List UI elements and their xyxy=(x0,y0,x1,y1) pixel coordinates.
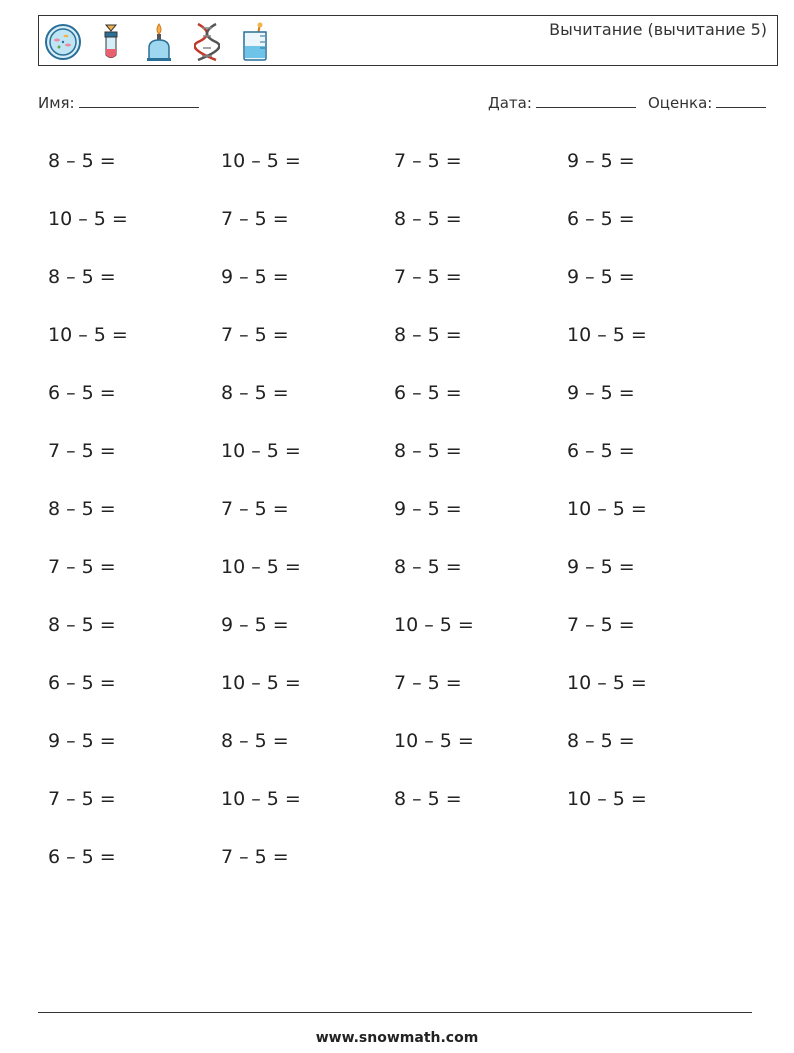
name-label: Имя: xyxy=(38,94,75,112)
problem-item: 8 – 5 = xyxy=(48,150,116,172)
bunsen-burner-icon xyxy=(139,21,179,63)
test-tube-icon xyxy=(91,21,131,63)
problem-item: 9 – 5 = xyxy=(567,556,635,578)
grade-line[interactable] xyxy=(716,94,766,108)
petri-dish-icon xyxy=(43,21,83,63)
problem-item: 9 – 5 = xyxy=(567,382,635,404)
problem-item: 6 – 5 = xyxy=(567,440,635,462)
problem-item: 6 – 5 = xyxy=(567,208,635,230)
problem-item: 10 – 5 = xyxy=(48,324,128,346)
grade-field xyxy=(648,94,766,112)
header-box xyxy=(38,15,778,66)
problem-item: 6 – 5 = xyxy=(48,846,116,868)
problem-item: 8 – 5 = xyxy=(48,266,116,288)
problem-item: 9 – 5 = xyxy=(567,266,635,288)
problem-item: 7 – 5 = xyxy=(48,440,116,462)
date-line[interactable] xyxy=(536,94,636,108)
problem-item: 10 – 5 = xyxy=(221,788,301,810)
problem-item: 9 – 5 = xyxy=(567,150,635,172)
date-label: Дата: xyxy=(488,94,532,112)
problem-item: 7 – 5 = xyxy=(221,846,289,868)
problem-item: 8 – 5 = xyxy=(394,440,462,462)
problem-item: 6 – 5 = xyxy=(48,382,116,404)
problem-item: 8 – 5 = xyxy=(394,556,462,578)
problem-item: 9 – 5 = xyxy=(48,730,116,752)
footer-divider xyxy=(38,1012,752,1013)
problem-item: 7 – 5 = xyxy=(394,150,462,172)
problem-item: 10 – 5 = xyxy=(221,150,301,172)
beaker-icon xyxy=(235,21,275,63)
problem-item: 7 – 5 = xyxy=(221,324,289,346)
problem-item: 10 – 5 = xyxy=(567,672,647,694)
problem-item: 6 – 5 = xyxy=(48,672,116,694)
problem-item: 8 – 5 = xyxy=(394,208,462,230)
date-field xyxy=(488,94,636,112)
problem-item: 9 – 5 = xyxy=(221,614,289,636)
problem-item: 8 – 5 = xyxy=(567,730,635,752)
problem-grid xyxy=(48,147,748,901)
problem-item: 7 – 5 = xyxy=(48,556,116,578)
problem-item: 7 – 5 = xyxy=(394,672,462,694)
name-field xyxy=(38,94,199,112)
problem-item: 8 – 5 = xyxy=(394,788,462,810)
worksheet-title: Вычитание (вычитание 5) xyxy=(549,20,767,39)
problem-item: 10 – 5 = xyxy=(567,788,647,810)
problem-item: 7 – 5 = xyxy=(221,208,289,230)
footer-website: www.snowmath.com xyxy=(315,1030,479,1046)
problem-item: 10 – 5 = xyxy=(567,498,647,520)
problem-item: 10 – 5 = xyxy=(221,440,301,462)
grade-label: Оценка: xyxy=(648,94,713,112)
problem-item: 10 – 5 = xyxy=(221,672,301,694)
problem-item: 10 – 5 = xyxy=(48,208,128,230)
problem-item: 7 – 5 = xyxy=(394,266,462,288)
problem-item: 8 – 5 = xyxy=(394,324,462,346)
problem-item: 8 – 5 = xyxy=(48,498,116,520)
problem-item: 6 – 5 = xyxy=(394,382,462,404)
problem-item: 10 – 5 = xyxy=(394,730,474,752)
problem-item: 10 – 5 = xyxy=(567,324,647,346)
problem-item: 10 – 5 = xyxy=(394,614,474,636)
problem-item: 7 – 5 = xyxy=(221,498,289,520)
problem-item: 8 – 5 = xyxy=(48,614,116,636)
problem-item: 9 – 5 = xyxy=(221,266,289,288)
problem-item: 8 – 5 = xyxy=(221,730,289,752)
problem-item: 7 – 5 = xyxy=(567,614,635,636)
name-line[interactable] xyxy=(79,94,199,108)
icon-row xyxy=(43,21,275,63)
dna-icon xyxy=(187,21,227,63)
problem-item: 9 – 5 = xyxy=(394,498,462,520)
problem-item: 7 – 5 = xyxy=(48,788,116,810)
problem-item: 8 – 5 = xyxy=(221,382,289,404)
problem-item: 10 – 5 = xyxy=(221,556,301,578)
